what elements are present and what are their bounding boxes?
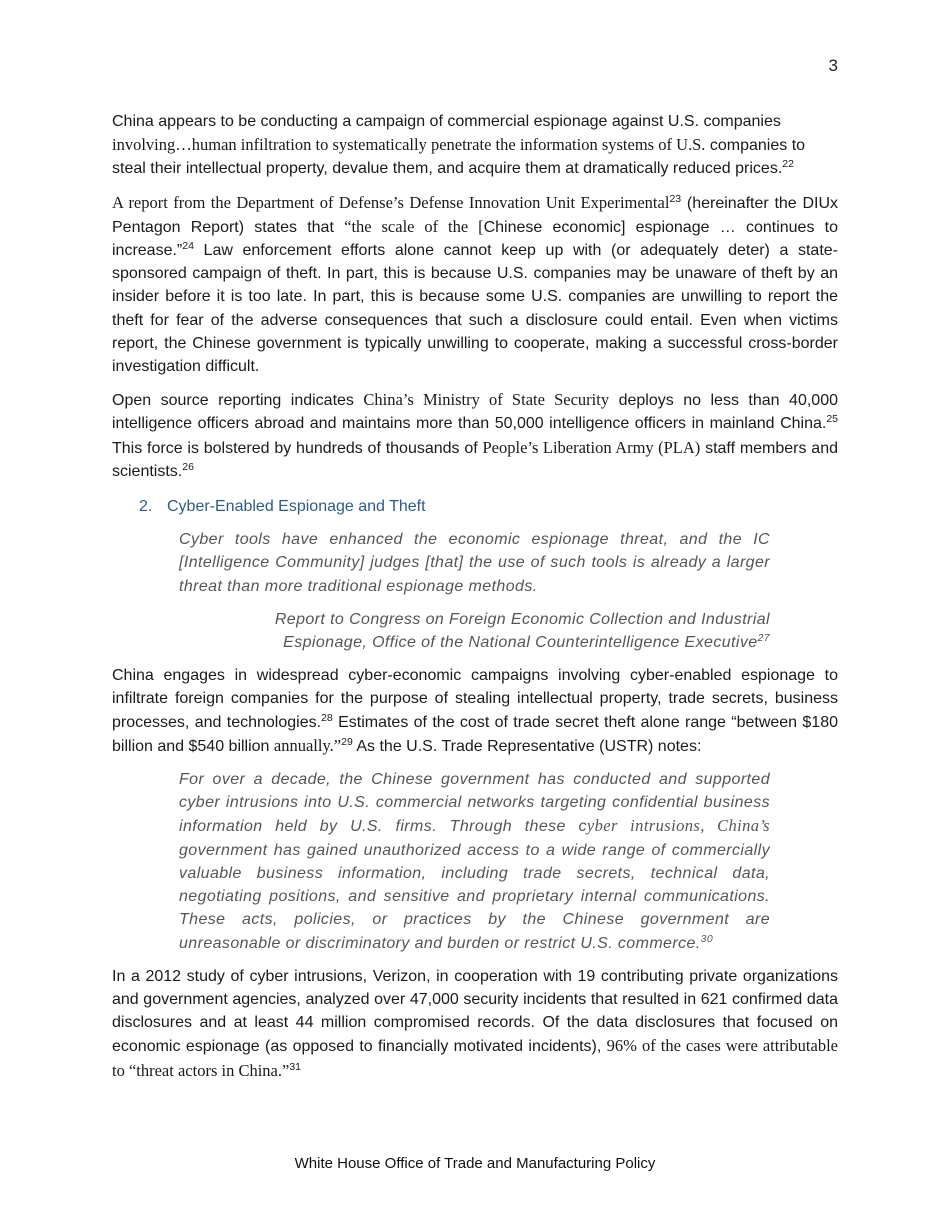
text-run: (hereinafter the DIUx Pentagon Report) states that [112, 194, 839, 236]
text-run: In a 2012 study of cyber intrusions, Verizon, in cooperation with 19 contributing private organizations and government agencies, analyzed over 47,000 security incidents that resulted in 621 confirmed data disclosures and at least 44 million compromised records. Of the data disclosures that focused on economic espionage (as opposed to financially motivated incidents), [112, 967, 838, 1056]
text-run: A report from the Department of Defense’s Defense Innovation Unit Experimental [112, 192, 670, 212]
footnote-ref: 27 [757, 632, 770, 645]
footnote-ref: 28 [321, 711, 333, 724]
block-quote-ustr [179, 768, 770, 955]
attribution-line: Report to Congress on Foreign Economic Collection and Industrial [274, 610, 770, 628]
footnote-ref: 25 [826, 413, 838, 426]
footnote-ref: 29 [341, 735, 353, 748]
text-run: China’s Ministry of State Security [363, 390, 610, 410]
footnote-ref: 23 [669, 192, 682, 205]
text-run: This force is bolstered by hundreds of thousands of [112, 439, 483, 457]
footnote-ref: 24 [182, 240, 194, 253]
text-run: government has gained unauthorized access to a wide range of commercially valuable business information, including trade secrets, technical data, negotiating positions, and sensitive and proprietary internal communications. These acts, policies, or practices by the Chinese government are unreasonable or discriminatory and burden or restrict U.S. commerce. [179, 841, 770, 952]
paragraph-cyber-economic-campaigns [112, 664, 838, 758]
text-run: “between $180 billion and $540 billion [112, 713, 839, 755]
text-run: companies to steal their intellectual property, devalue them, and acquire them at dramatically reduced prices. [112, 137, 806, 178]
paragraph-commercial-espionage [112, 110, 838, 181]
paragraph-open-source-reporting [112, 388, 838, 483]
section-number: 2. [139, 498, 153, 516]
paragraph-diux-report [112, 191, 838, 379]
text-run: 96% of the cases were attributable to “threat actors in China.” [112, 1036, 838, 1080]
footnote-ref: 22 [782, 158, 794, 171]
text-run: Estimates of the cost of trade secret theft alone range [332, 713, 732, 731]
text-run: Open source reporting indicates [112, 392, 364, 410]
text-run: staff members and scientists. [112, 439, 839, 480]
footnote-ref: 31 [289, 1060, 301, 1073]
section-title: Cyber-Enabled Espionage and Theft [167, 498, 426, 516]
footnote-ref: 30 [700, 932, 714, 945]
page-body [112, 110, 838, 1093]
attribution-line [179, 631, 770, 654]
footnote-ref: 26 [182, 460, 194, 473]
text-run: China engages in widespread cyber-economic campaigns involving cyber-enabled espionage to infiltrate foreign companies for the purpose of stealing intellectual property, trade secrets, business processes, and technologies. [112, 667, 838, 731]
text-run: People’s Liberation Army (PLA) [482, 437, 701, 457]
text-run: annually.” [273, 735, 342, 755]
text-run: Law enforcement efforts alone cannot keep up with (or adequately deter) a state-sponsored campaign of theft. In part, this is because U.S. companies may be unaware of theft by an insider before it is too late. In part, this is because some U.S. companies are unwilling to report the theft for fear of the adverse consequences that such a disclosure could entail. Even when victims report, the Chinese government is typically unwilling to cooperate, making a successful cross-border investigation difficult. [112, 242, 838, 376]
text-run: deploys no less than 40,000 intelligence officers abroad and maintains more than 50,000 intelligence officers in mainland China. [112, 392, 838, 433]
text-run: yber intrusions, China’s [586, 816, 771, 836]
text-run: Espionage, Office of the National Counterintelligence Executive [283, 634, 758, 652]
text-run: Chinese economic] espionage … continues to increase.” [112, 218, 839, 260]
block-quote-ic: Cyber tools have enhanced the economic espionage threat, and the IC [Intelligence Community] judges [that] the use of such tools is already a larger threat than more traditional espionage methods. [179, 531, 770, 595]
text-run: As the U.S. Trade Representative (USTR) notes: [352, 737, 702, 755]
text-run: For over a decade, the Chinese government has conducted and supported cyber intrusions into U.S. commercial networks targeting confidential business information held by U.S. firms. Through these c [179, 771, 770, 836]
page-number: 3 [828, 56, 838, 75]
page-footer: White House Office of Trade and Manufacturing Policy [294, 1155, 656, 1172]
text-run: China appears to be conducting a campaign of commercial espionage against U.S. companies [112, 113, 781, 130]
section-heading [139, 495, 838, 518]
quote-attribution [179, 608, 770, 654]
text-run: involving…human infiltration to systematically penetrate the information systems of U.S. [112, 135, 706, 155]
paragraph-verizon-study [112, 965, 838, 1083]
text-run: “the scale of the [ [344, 216, 484, 236]
